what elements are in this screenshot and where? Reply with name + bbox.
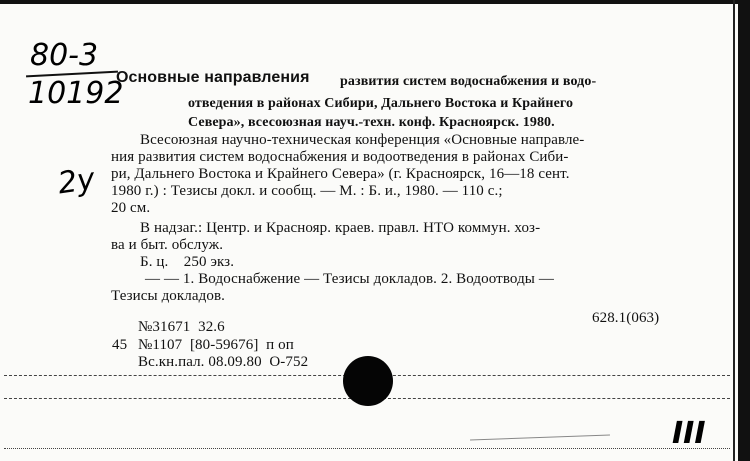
subject-line-2: Тезисы докладов. <box>111 288 225 304</box>
library-stamp: Вс.кн.пал. 08.09.80 О-752 <box>138 354 309 370</box>
title-line-1-rest: развития систем водоснабжения и водо- <box>340 74 597 89</box>
handwritten-code-top: 80-3 <box>30 38 99 73</box>
registry-prefix: 45 <box>112 337 128 353</box>
subject-line-1: — — 1. Водоснабжение — Тезисы докладов. 2. Водоотводы — <box>145 271 554 287</box>
handwritten-code-bottom: 10192 <box>28 76 124 111</box>
price-line: Б. ц. 250 экз. <box>140 254 235 270</box>
title-line-2: отведения в районах Сибири, Дальнего Востока и Крайнего <box>188 96 574 111</box>
guide-line-3 <box>4 448 730 449</box>
note-line-1: В надзаг.: Центр. и Краснояр. краев. правл. НТО коммун. хоз- <box>140 220 541 236</box>
handwritten-bottom-right-mark: III <box>672 416 706 451</box>
description-line-5: 20 см. <box>111 200 151 216</box>
handwritten-side-mark: 2y <box>55 161 98 202</box>
note-line-2: ва и быт. обслуж. <box>111 237 224 253</box>
description-line-2: ния развития систем водоснабжения и водоотведения в районах Сиби- <box>111 149 569 165</box>
registry-number-1: №31671 32.6 <box>138 319 225 335</box>
card-punch-hole <box>343 356 393 406</box>
card-right-edge <box>738 0 750 461</box>
udc-code: 628.1(063) <box>592 310 660 326</box>
description-line-4: 1980 г.) : Тезисы докл. и сообщ. — М. : Б. и., 1980. — 110 с.; <box>111 183 503 199</box>
description-line-3: ри, Дальнего Востока и Крайнего Севера» (г. Красноярск, 16—18 сент. <box>111 166 570 182</box>
title-line-3: Севера», всесоюзная науч.-техн. конф. Красноярск. 1980. <box>188 115 555 130</box>
card-right-line <box>733 0 735 461</box>
registry-number-2: №1107 [80-59676] п оп <box>138 337 294 353</box>
title-bold: Основные направления <box>116 69 310 86</box>
handwritten-strike <box>470 435 610 441</box>
description-line-1: Всесоюзная научно-техническая конференция «Основные направле- <box>140 132 585 148</box>
card-top-edge <box>0 0 750 4</box>
